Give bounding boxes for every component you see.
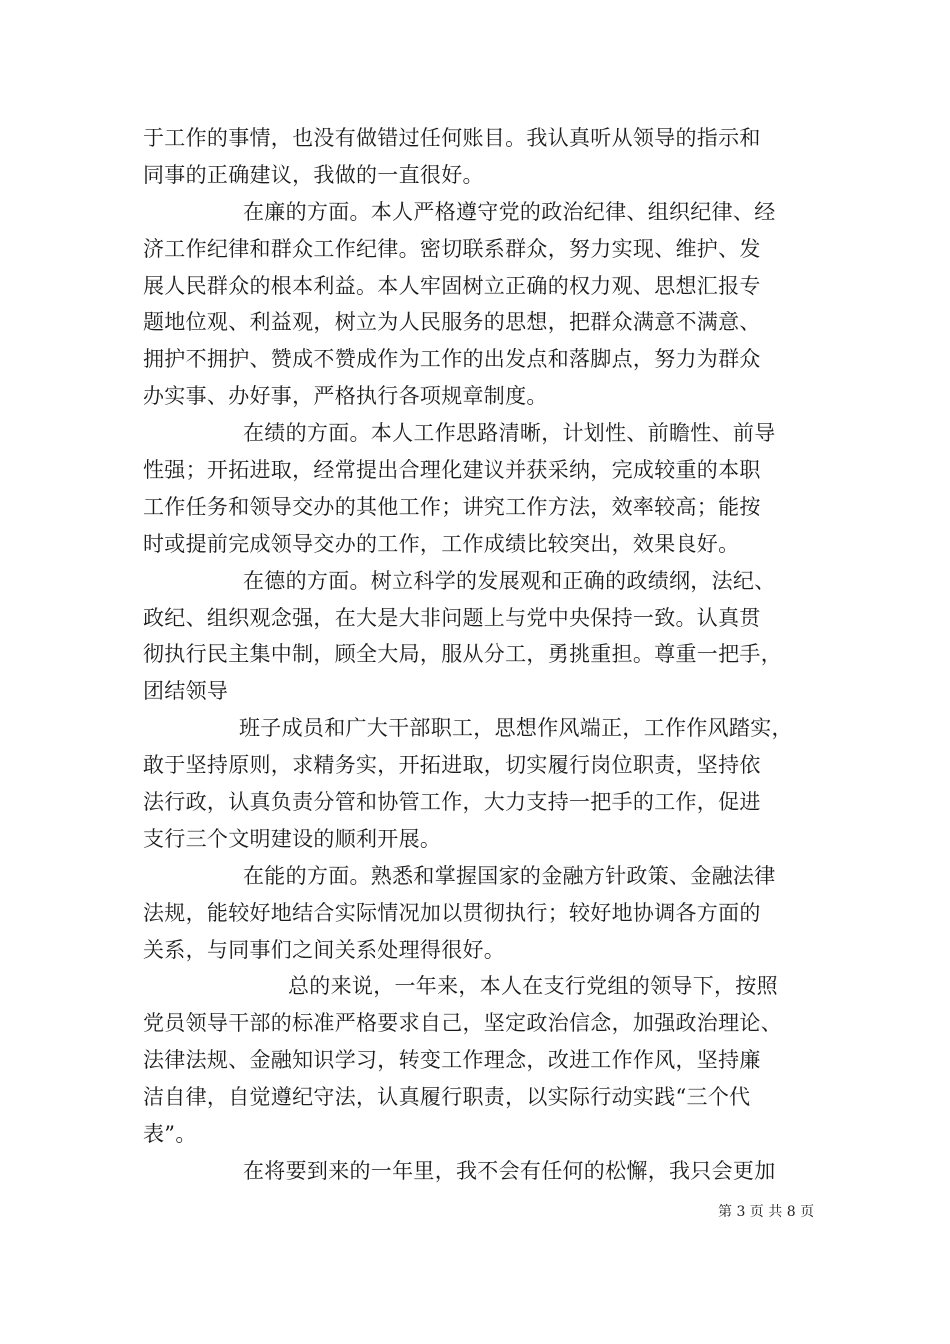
text-line: 关系，与同事们之间关系处理得很好。 (143, 937, 506, 962)
paragraph-start: 在德的方面。树立科学的发展观和正确的政绩纲，法纪、 (243, 568, 776, 593)
paragraph-start: 在能的方面。熟悉和掌握国家的金融方针政策、金融法律 (243, 863, 776, 888)
paragraph-start: 在将要到来的一年里，我不会有任何的松懈，我只会更加 (243, 1158, 776, 1183)
document-body (143, 120, 813, 1190)
text-line: 题地位观、利益观，树立为人民服务的思想，把群众满意不满意、 (143, 310, 761, 335)
paragraph-start: 班子成员和广大干部职工，思想作风端正，工作作风踏实， (239, 716, 793, 741)
text-line: 法规，能较好地结合实际情况加以贯彻执行；较好地协调各方面的 (143, 900, 761, 925)
text-line: 性强；开拓进取，经常提出合理化建议并获采纳，完成较重的本职 (143, 458, 761, 483)
page-number-footer: 第 3 页 共 8 页 (718, 1204, 815, 1220)
text-line: 法行政，认真负责分管和协管工作，大力支持一把手的工作，促进 (143, 790, 761, 815)
text-line: 时或提前完成领导交办的工作，工作成绩比较突出，效果良好。 (143, 531, 740, 556)
text-line: 党员领导干部的标准严格要求自己，坚定政治信念，加强政治理论、 (143, 1011, 782, 1036)
text-line: 法律法规、金融知识学习，转变工作理念，改进工作作风，坚持廉 (143, 1048, 761, 1073)
text-line: 表”。 (143, 1122, 197, 1147)
text-line: 济工作纪律和群众工作纪律。密切联系群众，努力实现、维护、发 (143, 236, 761, 261)
text-line: 于工作的事情，也没有做错过任何账目。我认真听从领导的指示和 (143, 126, 761, 150)
text-line: 团结领导 (143, 679, 229, 704)
text-line: 工作任务和领导交办的其他工作；讲究工作方法，效率较高；能按 (143, 494, 761, 519)
text-line: 展人民群众的根本利益。本人牢固树立正确的权力观、思想汇报专 (143, 273, 761, 298)
text-line: 办实事、办好事，严格执行各项规章制度。 (143, 384, 548, 409)
text-line: 同事的正确建议，我做的一直很好。 (143, 162, 484, 187)
text-line: 敢于坚持原则，求精务实，开拓进取，切实履行岗位职责，坚持依 (143, 753, 761, 778)
text-line: 支行三个文明建设的顺利开展。 (143, 826, 442, 851)
text-line: 政纪、组织观念强，在大是大非问题上与党中央保持一致。认真贯 (143, 605, 761, 630)
text-line: 彻执行民主集中制，顾全大局，服从分工，勇挑重担。尊重一把手， (143, 642, 782, 667)
paragraph-start: 在廉的方面。本人严格遵守党的政治纪律、组织纪律、经 (243, 199, 776, 224)
text-line: 拥护不拥护、赞成不赞成作为工作的出发点和落脚点，努力为群众 (143, 347, 761, 372)
paragraph-start: 总的来说，一年来，本人在支行党组的领导下，按照 (288, 974, 778, 999)
paragraph-start: 在绩的方面。本人工作思路清晰，计划性、前瞻性、前导 (243, 421, 776, 446)
text-line: 洁自律，自觉遵纪守法，认真履行职责，以实际行动实践“三个代 (143, 1085, 751, 1110)
